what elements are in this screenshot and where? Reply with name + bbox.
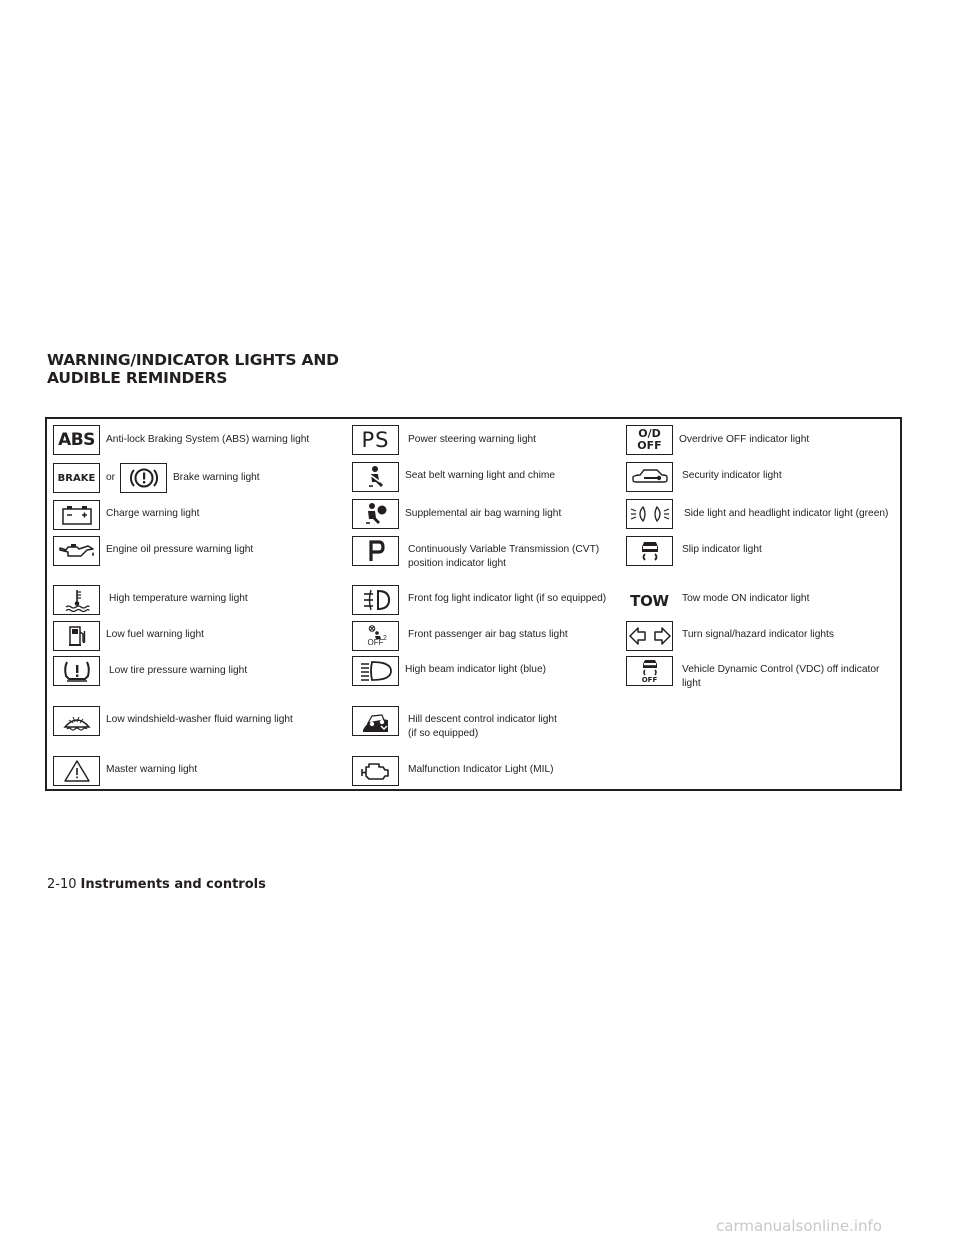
- cvt-position-icon: [352, 536, 399, 566]
- svg-text:2: 2: [382, 635, 387, 641]
- charge-label: Charge warning light: [106, 508, 200, 519]
- side-light-icon: [626, 499, 673, 529]
- power-steering-label: Power steering warning light: [408, 434, 536, 445]
- temperature-icon: [53, 585, 100, 615]
- oil-label: Engine oil pressure warning light: [106, 544, 254, 555]
- title-line-2: AUDIBLE REMINDERS: [47, 369, 228, 387]
- turn-signal-label: Turn signal/hazard indicator lights: [682, 629, 834, 640]
- overdrive-off-icon: O/D OFF: [626, 425, 673, 455]
- check-engine-icon: [352, 756, 399, 786]
- footer-section-name: Instruments and controls: [80, 877, 266, 892]
- fuel-label: Low fuel warning light: [106, 629, 204, 640]
- washer-fluid-icon: [53, 706, 100, 736]
- check-engine-label: Malfunction Indicator Light (MIL): [408, 764, 554, 775]
- passenger-airbag-off-icon: 2 OFF: [352, 621, 399, 651]
- side-light-label: Side light and headlight indicator light (green): [684, 508, 889, 519]
- brake-label: Brake warning light: [173, 472, 260, 483]
- page-footer: [47, 877, 266, 892]
- turn-signal-icon: [626, 621, 673, 651]
- watermark-text[interactable]: carmanualsonline.info: [716, 1217, 882, 1235]
- tire-pressure-icon: [53, 656, 100, 686]
- front-fog-label: Front fog light indicator light (if so equipped): [408, 593, 607, 604]
- high-beam-icon: [352, 656, 399, 686]
- slip-label: Slip indicator light: [682, 544, 762, 555]
- front-fog-icon: [352, 585, 399, 615]
- air-bag-icon: [352, 499, 399, 529]
- master-warning-label: Master warning light: [106, 764, 198, 775]
- high-beam-label: High beam indicator light (blue): [405, 664, 546, 675]
- power-steering-icon: PS: [352, 425, 399, 455]
- master-warning-icon: [53, 756, 100, 786]
- tow-mode-icon: TOW: [626, 586, 673, 616]
- title-line-1: WARNING/INDICATOR LIGHTS AND: [47, 351, 339, 369]
- page-title: [47, 351, 339, 387]
- parking-brake-icon: [120, 463, 167, 493]
- abs-icon: ABS: [53, 425, 100, 455]
- tow-mode-label: Tow mode ON indicator light: [682, 593, 810, 604]
- abs-label: Anti-lock Braking System (ABS) warning light: [106, 434, 310, 445]
- temperature-label: High temperature warning light: [109, 593, 248, 604]
- cvt-label: Continuously Variable Transmission (CVT) position indicator light: [408, 544, 600, 569]
- security-icon: [626, 462, 673, 492]
- hill-descent-label: Hill descent control indicator light (if so equipped): [408, 714, 557, 739]
- security-label: Security indicator light: [682, 470, 782, 481]
- washer-label: Low windshield-washer fluid warning light: [106, 714, 293, 725]
- tire-pressure-label: Low tire pressure warning light: [109, 665, 248, 676]
- seat-belt-icon: [352, 462, 399, 492]
- slip-icon: [626, 536, 673, 566]
- passenger-airbag-label: Front passenger air bag status light: [408, 629, 568, 640]
- fuel-pump-icon: [53, 621, 100, 651]
- seat-belt-label: Seat belt warning light and chime: [405, 470, 556, 481]
- hill-descent-icon: [352, 706, 399, 736]
- vdc-off-icon: OFF: [626, 656, 673, 686]
- air-bag-label: Supplemental air bag warning light: [405, 508, 562, 519]
- oil-can-icon: [53, 536, 100, 566]
- overdrive-off-label: Overdrive OFF indicator light: [679, 434, 810, 445]
- or-text: or: [106, 472, 116, 483]
- battery-icon: [53, 500, 100, 530]
- page-number: 2-10: [47, 877, 77, 892]
- vdc-off-label: Vehicle Dynamic Control (VDC) off indicator light: [682, 664, 880, 689]
- brake-icon: BRAKE: [53, 463, 100, 493]
